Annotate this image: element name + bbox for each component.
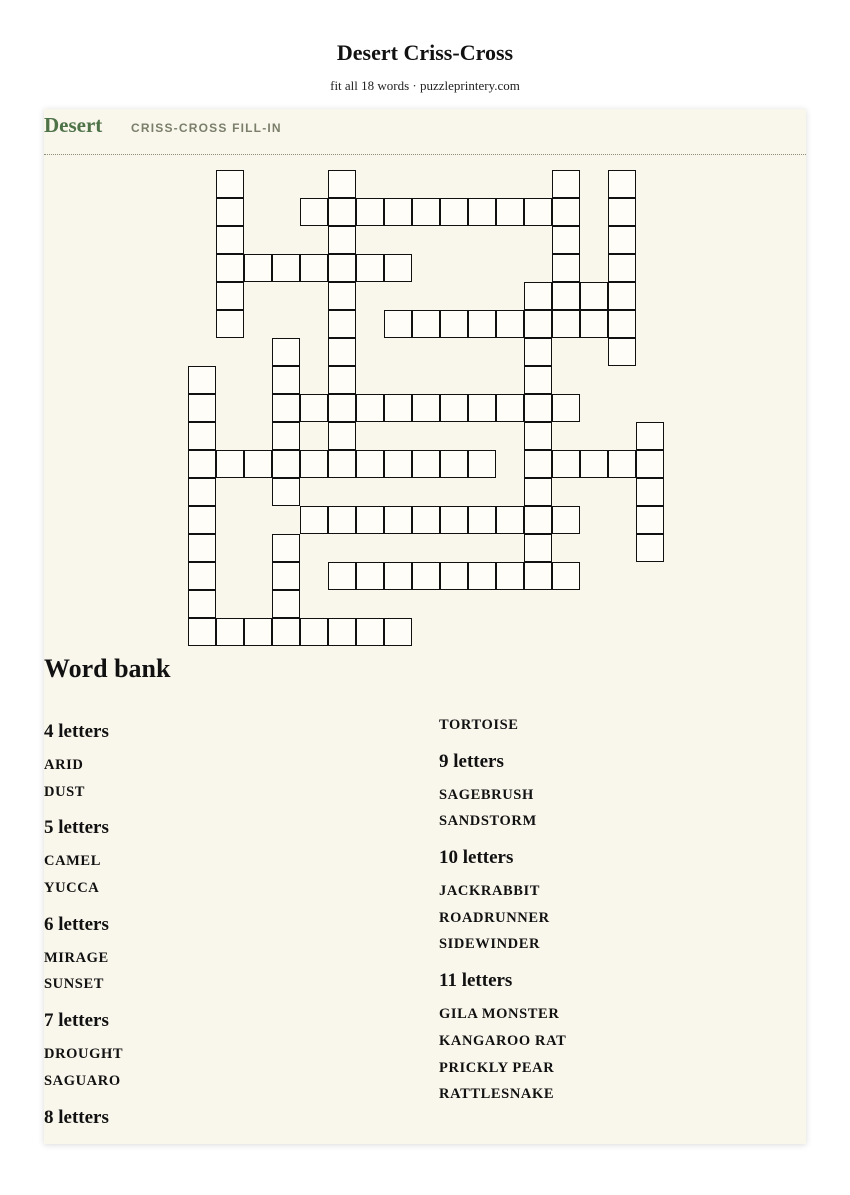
grid-cell[interactable] — [216, 170, 244, 198]
grid-cell[interactable] — [440, 562, 468, 590]
grid-cell[interactable] — [300, 254, 328, 282]
word-group-heading: 6 letters — [44, 913, 109, 935]
grid-cell[interactable] — [552, 562, 580, 590]
word-bank-item: TORTOISE — [439, 717, 519, 733]
grid-cell[interactable] — [636, 506, 664, 534]
grid-cell[interactable] — [608, 338, 636, 366]
grid-cell[interactable] — [524, 450, 552, 478]
grid-cell[interactable] — [328, 422, 356, 450]
crossword-grid — [44, 109, 806, 654]
grid-cell[interactable] — [524, 506, 552, 534]
grid-cell[interactable] — [608, 198, 636, 226]
word-bank-item: YUCCA — [44, 880, 100, 897]
grid-cell[interactable] — [356, 450, 384, 478]
grid-cell[interactable] — [552, 394, 580, 422]
grid-cell[interactable] — [356, 506, 384, 534]
grid-cell[interactable] — [552, 506, 580, 534]
grid-cell[interactable] — [188, 506, 216, 534]
grid-cell[interactable] — [328, 562, 356, 590]
puzzle-card — [44, 109, 806, 1144]
grid-cell[interactable] — [496, 506, 524, 534]
grid-cell[interactable] — [552, 226, 580, 254]
grid-cell[interactable] — [188, 450, 216, 478]
grid-cell[interactable] — [636, 478, 664, 506]
grid-cell[interactable] — [188, 534, 216, 562]
grid-cell[interactable] — [608, 226, 636, 254]
puzzle-type-label: CRISS-CROSS FILL-IN — [131, 121, 282, 135]
grid-cell[interactable] — [216, 254, 244, 282]
grid-cell[interactable] — [580, 282, 608, 310]
word-bank-item: DUST — [44, 783, 86, 800]
grid-cell[interactable] — [524, 534, 552, 562]
grid-cell[interactable] — [216, 282, 244, 310]
grid-cell[interactable] — [524, 562, 552, 590]
word-bank-item: SANDSTORM — [439, 813, 537, 830]
grid-cell[interactable] — [356, 198, 384, 226]
grid-cell[interactable] — [412, 394, 440, 422]
word-group-heading: 5 letters — [44, 817, 109, 839]
grid-cell[interactable] — [552, 170, 580, 198]
word-bank-column-left — [44, 709, 384, 1138]
word-bank-item: RATTLESNAKE — [439, 1086, 555, 1103]
grid-cell[interactable] — [356, 394, 384, 422]
grid-cell[interactable] — [608, 310, 636, 338]
grid-cell[interactable] — [468, 198, 496, 226]
grid-cell[interactable] — [244, 618, 272, 646]
grid-cell[interactable] — [328, 226, 356, 254]
grid-cell[interactable] — [328, 310, 356, 338]
grid-cell[interactable] — [440, 198, 468, 226]
grid-cell[interactable] — [216, 226, 244, 254]
word-bank-item: SAGUARO — [44, 1072, 121, 1089]
grid-cell[interactable] — [468, 450, 496, 478]
grid-cell[interactable] — [272, 478, 300, 506]
grid-cell[interactable] — [188, 562, 216, 590]
word-group-heading: 7 letters — [44, 1010, 109, 1032]
grid-cell[interactable] — [468, 394, 496, 422]
grid-cell[interactable] — [412, 506, 440, 534]
grid-cell[interactable] — [188, 394, 216, 422]
word-bank-item: SUNSET — [44, 976, 105, 993]
grid-cell[interactable] — [272, 534, 300, 562]
grid-cell[interactable] — [300, 450, 328, 478]
grid-cell[interactable] — [384, 310, 412, 338]
grid-cell[interactable] — [188, 366, 216, 394]
grid-cell[interactable] — [524, 310, 552, 338]
grid-cell[interactable] — [636, 422, 664, 450]
grid-cell[interactable] — [384, 618, 412, 646]
word-group-heading: 10 letters — [439, 847, 514, 869]
grid-cell[interactable] — [552, 282, 580, 310]
grid-cell[interactable] — [552, 310, 580, 338]
grid-cell[interactable] — [440, 450, 468, 478]
grid-cell[interactable] — [272, 618, 300, 646]
grid-cell[interactable] — [300, 394, 328, 422]
word-group-heading: 8 letters — [44, 1106, 109, 1128]
word-bank-item: MIRAGE — [44, 949, 109, 966]
grid-cell[interactable] — [496, 394, 524, 422]
word-bank-item: SAGEBRUSH — [439, 786, 534, 803]
grid-cell[interactable] — [384, 254, 412, 282]
word-bank-column-right — [439, 712, 779, 1108]
grid-cell[interactable] — [608, 450, 636, 478]
grid-cell[interactable] — [524, 394, 552, 422]
grid-cell[interactable] — [524, 282, 552, 310]
grid-cell[interactable] — [216, 310, 244, 338]
puzzle-theme-title: Desert — [44, 113, 103, 137]
grid-cell[interactable] — [272, 394, 300, 422]
grid-cell[interactable] — [468, 310, 496, 338]
grid-cell[interactable] — [440, 310, 468, 338]
grid-cell[interactable] — [412, 562, 440, 590]
grid-cell[interactable] — [272, 254, 300, 282]
grid-cell[interactable] — [468, 562, 496, 590]
grid-cell[interactable] — [216, 198, 244, 226]
grid-cell[interactable] — [188, 478, 216, 506]
grid-cell[interactable] — [608, 254, 636, 282]
word-bank-item: ARID — [44, 757, 84, 773]
word-bank-item: CAMEL — [44, 853, 101, 870]
grid-cell[interactable] — [328, 450, 356, 478]
grid-cell[interactable] — [580, 450, 608, 478]
grid-cell[interactable] — [356, 618, 384, 646]
grid-cell[interactable] — [552, 198, 580, 226]
grid-cell[interactable] — [356, 254, 384, 282]
grid-cell[interactable] — [188, 590, 216, 618]
word-bank-item: SIDEWINDER — [439, 936, 541, 953]
word-group-heading: 4 letters — [44, 721, 109, 742]
grid-cell[interactable] — [608, 282, 636, 310]
grid-cell[interactable] — [384, 562, 412, 590]
page-title: Desert Criss-Cross — [336, 40, 514, 65]
grid-cell[interactable] — [412, 198, 440, 226]
grid-cell[interactable] — [496, 310, 524, 338]
grid-cell[interactable] — [384, 198, 412, 226]
grid-cell[interactable] — [580, 310, 608, 338]
word-bank-item: KANGAROO RAT — [439, 1032, 567, 1049]
grid-cell[interactable] — [300, 506, 328, 534]
grid-cell[interactable] — [328, 282, 356, 310]
word-group-heading: 9 letters — [439, 750, 504, 772]
grid-cell[interactable] — [552, 254, 580, 282]
grid-cell[interactable] — [524, 422, 552, 450]
grid-cell[interactable] — [188, 422, 216, 450]
word-bank-item: DROUGHT — [44, 1046, 124, 1063]
grid-cell[interactable] — [244, 254, 272, 282]
grid-cell[interactable] — [272, 338, 300, 366]
grid-cell[interactable] — [272, 450, 300, 478]
grid-cell[interactable] — [608, 170, 636, 198]
grid-cell[interactable] — [328, 198, 356, 226]
grid-cell[interactable] — [440, 394, 468, 422]
grid-cell[interactable] — [216, 450, 244, 478]
grid-cell[interactable] — [300, 198, 328, 226]
word-bank-item: GILA MONSTER — [439, 1006, 560, 1023]
grid-cell[interactable] — [412, 450, 440, 478]
grid-cell[interactable] — [328, 366, 356, 394]
grid-cell[interactable] — [524, 366, 552, 394]
grid-cell[interactable] — [328, 338, 356, 366]
grid-cell[interactable] — [272, 422, 300, 450]
grid-cell[interactable] — [496, 198, 524, 226]
word-bank-item: PRICKLY PEAR — [439, 1059, 555, 1076]
grid-cell[interactable] — [636, 450, 664, 478]
grid-cell[interactable] — [300, 618, 328, 646]
grid-cell[interactable] — [496, 562, 524, 590]
grid-cell[interactable] — [272, 590, 300, 618]
word-bank-item: JACKRABBIT — [439, 883, 541, 900]
grid-cell[interactable] — [384, 394, 412, 422]
grid-cell[interactable] — [356, 562, 384, 590]
grid-cell[interactable] — [272, 366, 300, 394]
grid-cell[interactable] — [328, 618, 356, 646]
word-bank-title: Word bank — [44, 654, 171, 683]
grid-cell[interactable] — [328, 170, 356, 198]
grid-cell[interactable] — [244, 450, 272, 478]
grid-cell[interactable] — [524, 478, 552, 506]
grid-cell[interactable] — [384, 450, 412, 478]
grid-cell[interactable] — [384, 506, 412, 534]
grid-cell[interactable] — [440, 506, 468, 534]
grid-cell[interactable] — [524, 338, 552, 366]
word-bank-item: ROADRUNNER — [439, 909, 550, 926]
grid-cell[interactable] — [328, 254, 356, 282]
grid-cell[interactable] — [636, 534, 664, 562]
grid-cell[interactable] — [524, 198, 552, 226]
word-group-heading: 11 letters — [439, 970, 513, 992]
grid-cell[interactable] — [272, 562, 300, 590]
grid-cell[interactable] — [412, 310, 440, 338]
grid-cell[interactable] — [468, 506, 496, 534]
grid-cell[interactable] — [216, 618, 244, 646]
grid-cell[interactable] — [328, 506, 356, 534]
grid-cell[interactable] — [328, 394, 356, 422]
grid-cell[interactable] — [188, 618, 216, 646]
grid-cell[interactable] — [552, 450, 580, 478]
page-subtitle: fit all 18 words · puzzleprintery.com — [330, 78, 520, 93]
